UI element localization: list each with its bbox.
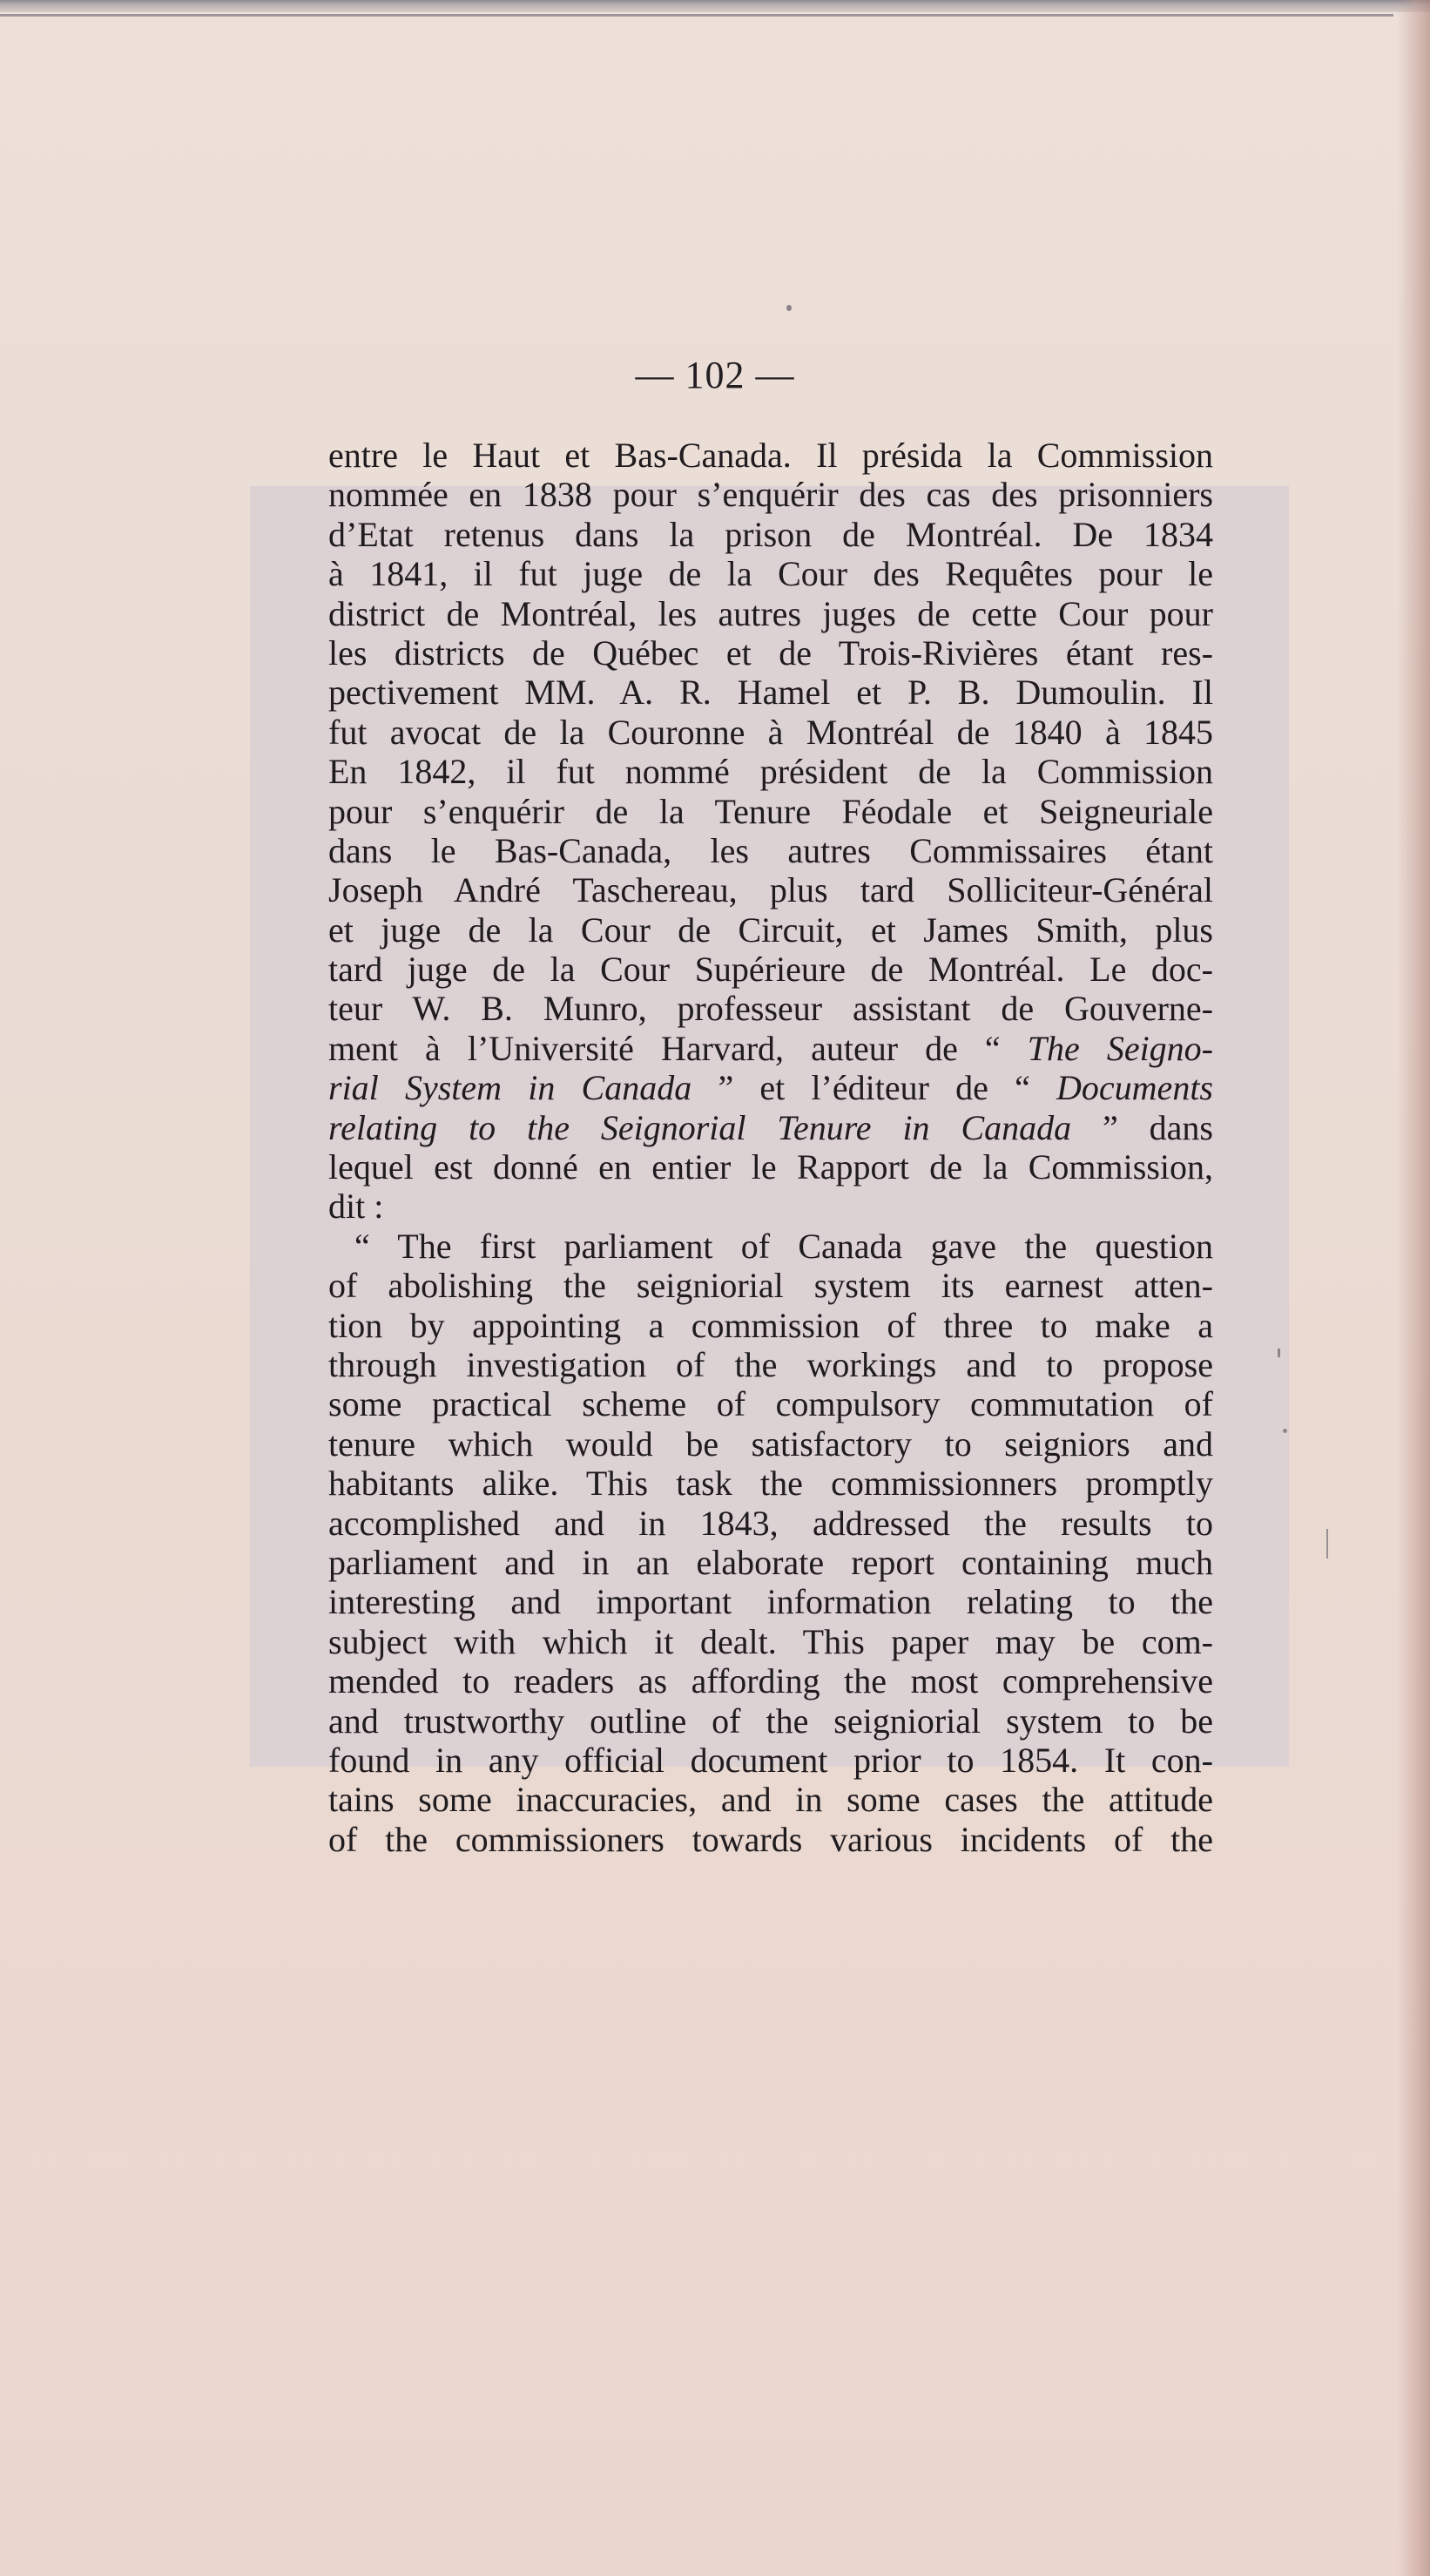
text-segment: and trustworthy outline of the seigniorial system to be bbox=[328, 1700, 1213, 1741]
ink-speck bbox=[786, 305, 792, 311]
text-line bbox=[328, 673, 1213, 712]
text-segment: nommée en 1838 pour s’enquérir des cas des prisonniers bbox=[328, 475, 1213, 515]
text-segment: of abolishing the seigniorial system its earnest atten- bbox=[328, 1266, 1213, 1306]
ink-speck bbox=[1283, 1429, 1287, 1433]
text-segment: entre le Haut et Bas-Canada. Il présida la Commission bbox=[328, 436, 1213, 475]
page-number: — 102 — bbox=[635, 354, 795, 396]
text-line bbox=[328, 1345, 1213, 1384]
text-line bbox=[328, 1543, 1213, 1582]
top-edge-line bbox=[0, 14, 1393, 17]
text-line bbox=[328, 752, 1213, 791]
text-segment: Joseph André Taschereau, plus tard Solliciteur-Général bbox=[328, 870, 1213, 910]
text-line bbox=[328, 515, 1213, 554]
text-segment: mended to readers as affording the most comprehensive bbox=[328, 1661, 1213, 1701]
text-segment: tenure which would be satisfactory to seigniors and bbox=[328, 1423, 1213, 1464]
text-line bbox=[328, 1464, 1213, 1503]
text-line bbox=[328, 1582, 1213, 1621]
text-segment: pour s’enquérir de la Tenure Féodale et Seigneuriale bbox=[328, 791, 1213, 831]
text-segment: tains some inaccuracies, and in some cases the attitude bbox=[328, 1780, 1213, 1820]
text-segment: interesting and important information relating to the bbox=[328, 1582, 1213, 1622]
text-line bbox=[328, 594, 1213, 633]
text-line bbox=[328, 989, 1213, 1028]
body-text bbox=[328, 436, 1213, 1859]
text-line bbox=[328, 1622, 1213, 1661]
text-line bbox=[328, 554, 1213, 593]
text-segment: tion by appointing a commission of three to make a bbox=[328, 1305, 1213, 1345]
top-edge-band bbox=[0, 0, 1430, 12]
text-line bbox=[328, 1661, 1213, 1700]
text-line bbox=[328, 1741, 1213, 1780]
italic-title-text: relating to the Seignorial Tenure in Canada bbox=[328, 1107, 1072, 1147]
text-line bbox=[328, 436, 1213, 475]
text-segment: et juge de la Cour de Circuit, et James Smith, plus bbox=[328, 909, 1213, 950]
text-segment: district de Montréal, les autres juges de cette Cour pour bbox=[328, 593, 1213, 633]
text-line bbox=[328, 1187, 1213, 1226]
text-segment: d’Etat retenus dans la prison de Montréal. De 1834 bbox=[328, 514, 1213, 554]
text-segment: pectivement MM. A. R. Hamel et P. B. Dumoulin. Il bbox=[328, 673, 1213, 713]
text-line bbox=[328, 1147, 1213, 1187]
text-segment: habitants alike. This task the commissionners promptly bbox=[328, 1464, 1213, 1504]
text-segment: teur W. B. Munro, professeur assistant de Gouverne- bbox=[328, 989, 1213, 1029]
text-segment: dans le Bas-Canada, les autres Commissaires étant bbox=[328, 830, 1213, 870]
ink-speck bbox=[1278, 1349, 1280, 1357]
italic-title-text: rial System in Canada bbox=[328, 1068, 692, 1108]
text-line bbox=[328, 1504, 1213, 1543]
ink-speck bbox=[1326, 1529, 1328, 1558]
text-line bbox=[328, 1701, 1213, 1741]
text-segment: ment à l’Université Harvard, auteur de “ bbox=[328, 1028, 1028, 1068]
text-segment: through investigation of the workings and to propose bbox=[328, 1344, 1213, 1384]
text-segment: fut avocat de la Couronne à Montréal de 1840 à 1845 bbox=[328, 712, 1213, 752]
text-line bbox=[328, 633, 1213, 673]
text-line bbox=[328, 1068, 1213, 1107]
text-segment: ” et l’éditeur de “ bbox=[691, 1068, 1057, 1108]
text-line bbox=[328, 792, 1213, 831]
text-segment: En 1842, il fut nommé président de la Commission bbox=[328, 752, 1213, 792]
italic-title-text: The Seigno- bbox=[1027, 1028, 1214, 1068]
text-segment: ” dans bbox=[1071, 1107, 1213, 1147]
text-line bbox=[328, 1306, 1213, 1345]
text-line bbox=[328, 1384, 1213, 1423]
text-line bbox=[328, 1780, 1213, 1819]
text-line bbox=[328, 910, 1213, 950]
text-line bbox=[328, 713, 1213, 752]
text-line bbox=[328, 1108, 1213, 1147]
text-segment: some practical scheme of compulsory commutation of bbox=[328, 1384, 1213, 1424]
text-line bbox=[328, 475, 1213, 514]
text-segment: found in any official document prior to 1854. It con- bbox=[328, 1740, 1213, 1780]
text-line bbox=[328, 1029, 1213, 1068]
text-segment: tard juge de la Cour Supérieure de Montréal. Le doc- bbox=[328, 950, 1213, 990]
text-line bbox=[328, 1424, 1213, 1464]
text-segment: les districts de Québec et de Trois-Rivières étant res- bbox=[328, 632, 1213, 673]
text-line bbox=[328, 950, 1213, 989]
text-line bbox=[328, 1266, 1213, 1305]
text-segment: à 1841, il fut juge de la Cour des Requêtes pour le bbox=[328, 554, 1213, 594]
text-line bbox=[328, 1227, 1213, 1266]
italic-title-text: Documents bbox=[1056, 1068, 1213, 1108]
text-segment: “ The first parliament of Canada gave the question bbox=[354, 1226, 1213, 1266]
text-line bbox=[328, 870, 1213, 909]
text-segment: parliament and in an elaborate report containing much bbox=[328, 1542, 1213, 1582]
text-line bbox=[328, 831, 1213, 870]
text-segment: accomplished and in 1843, addressed the results to bbox=[328, 1503, 1213, 1543]
text-segment: lequel est donné en entier le Rapport de la Commission, bbox=[328, 1147, 1213, 1187]
text-line bbox=[328, 1820, 1213, 1859]
text-segment: subject with which it dealt. This paper may be com- bbox=[328, 1621, 1213, 1661]
text-segment: of the commissioners towards various incidents of the bbox=[328, 1819, 1213, 1859]
text-segment: dit : bbox=[328, 1187, 384, 1227]
